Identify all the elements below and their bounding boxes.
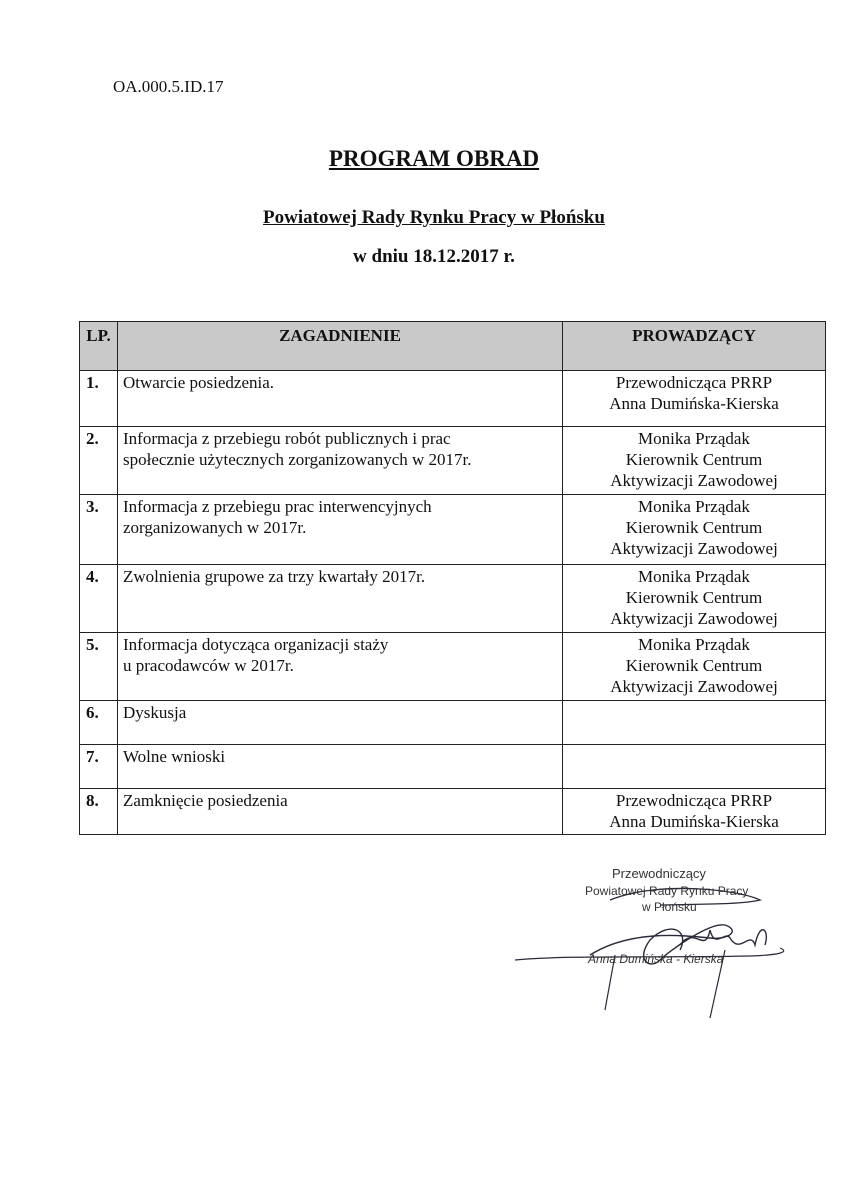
table-row (80, 745, 826, 789)
row-topic (118, 371, 563, 427)
row-lead (563, 745, 826, 789)
row-lead (563, 565, 826, 633)
lead-line: Aktywizacji Zawodowej (610, 539, 778, 558)
row-number: 3. (80, 495, 118, 565)
topic-line: u pracodawców w 2017r. (123, 656, 294, 675)
table-row (80, 701, 826, 745)
document-title: PROGRAM OBRAD (328, 146, 540, 171)
row-topic (118, 789, 563, 835)
table-row (80, 633, 826, 701)
topic-line: zorganizowanych w 2017r. (123, 518, 307, 537)
lead-line: Monika Prządak (638, 635, 750, 654)
lead-line: Monika Prządak (638, 567, 750, 586)
topic-line: Dyskusja (123, 703, 187, 722)
row-lead (563, 701, 826, 745)
document-reference: OA.000.5.ID.17 (113, 77, 224, 96)
table-row (80, 427, 826, 495)
table-row (80, 565, 826, 633)
topic-line: Zwolnienia grupowe za trzy kwartały 2017r. (123, 567, 426, 586)
stamp-line-1: Przewodniczący (612, 866, 706, 881)
table-row (80, 789, 826, 835)
row-number: 1. (80, 371, 118, 427)
lead-line: Kierownik Centrum (625, 518, 763, 537)
header-lp: LP. (80, 322, 118, 371)
topic-line: Informacja dotycząca organizacji staży (123, 635, 389, 654)
row-topic (118, 565, 563, 633)
lead-line: Monika Prządak (638, 497, 750, 516)
row-lead (563, 427, 826, 495)
row-topic (118, 633, 563, 701)
lead-line: Przewodnicząca PRRP (615, 791, 773, 810)
lead-line: Kierownik Centrum (625, 656, 763, 675)
topic-line: Informacja z przebiegu robót publicznych i prac (123, 429, 451, 448)
table-row (80, 371, 826, 427)
row-number: 2. (80, 427, 118, 495)
lead-line: Aktywizacji Zawodowej (610, 471, 778, 490)
agenda-table (79, 321, 826, 835)
row-lead (563, 789, 826, 835)
stamp-line-4: Anna Dumińska - Kierska (588, 952, 724, 966)
row-topic (118, 427, 563, 495)
header-topic: ZAGADNIENIE (118, 322, 563, 371)
row-lead (563, 371, 826, 427)
row-topic (118, 495, 563, 565)
lead-line: Monika Prządak (638, 429, 750, 448)
topic-line: Otwarcie posiedzenia. (123, 373, 275, 392)
document-subtitle: Powiatowej Rady Rynku Pracy w Płońsku (263, 207, 605, 228)
row-number: 8. (80, 789, 118, 835)
signature-stamp (510, 860, 800, 1030)
row-topic (118, 701, 563, 745)
lead-line: Anna Dumińska-Kierska (609, 394, 779, 413)
header-lead: PROWADZĄCY (563, 322, 826, 371)
lead-line: Kierownik Centrum (625, 588, 763, 607)
row-number: 7. (80, 745, 118, 789)
lead-line: Aktywizacji Zawodowej (610, 677, 778, 696)
topic-line: Informacja z przebiegu prac interwencyjnych (123, 497, 432, 516)
stamp-line-2: Powiatowej Rady Rynku Pracy (585, 884, 749, 898)
lead-line: Anna Dumińska-Kierska (609, 812, 779, 831)
table-row (80, 495, 826, 565)
row-topic (118, 745, 563, 789)
row-number: 6. (80, 701, 118, 745)
row-number: 5. (80, 633, 118, 701)
lead-line: Kierownik Centrum (625, 450, 763, 469)
lead-line: Aktywizacji Zawodowej (610, 609, 778, 628)
meeting-date: w dniu 18.12.2017 r. (353, 246, 515, 267)
row-number: 4. (80, 565, 118, 633)
agenda-body (80, 371, 826, 835)
stamp-line-3: w Płońsku (642, 900, 697, 914)
lead-line: Przewodnicząca PRRP (615, 373, 773, 392)
table-header-row (80, 322, 826, 371)
topic-line: społecznie użytecznych zorganizowanych w 2017r. (123, 450, 472, 469)
topic-line: Wolne wnioski (123, 747, 226, 766)
row-lead (563, 633, 826, 701)
row-lead (563, 495, 826, 565)
topic-line: Zamknięcie posiedzenia (123, 791, 288, 810)
